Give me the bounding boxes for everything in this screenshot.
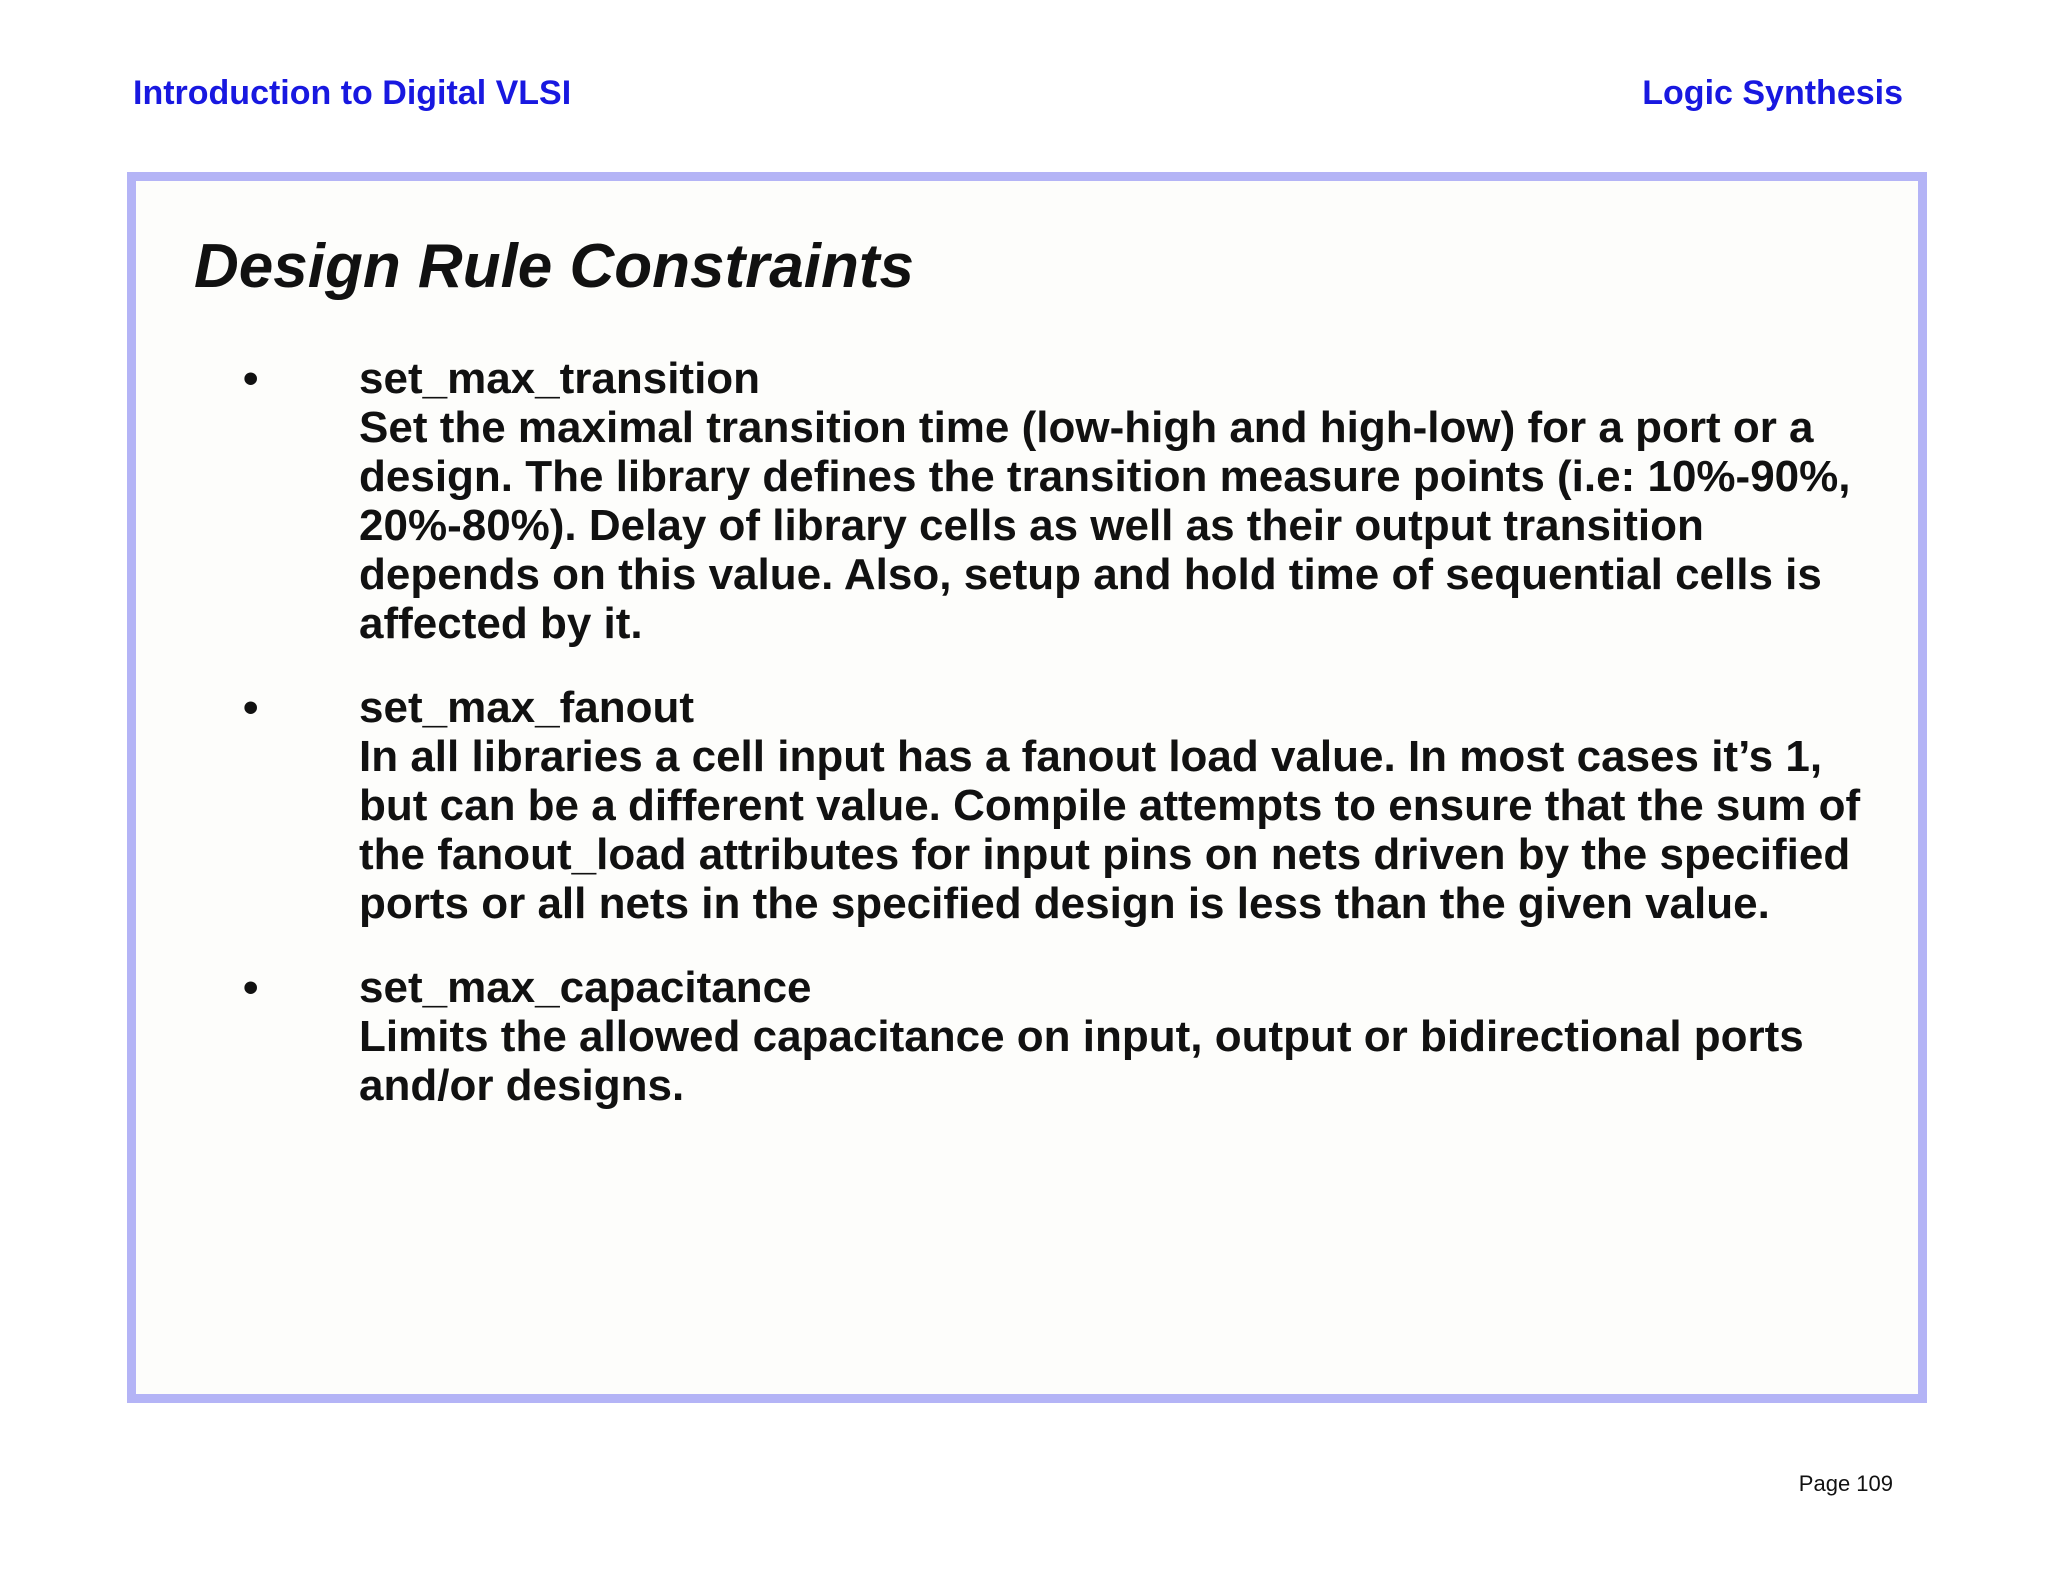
bullet-item-set-max-transition (243, 354, 1863, 648)
bullet-item-set-max-fanout (243, 683, 1863, 928)
bullet-list (243, 354, 1863, 1145)
page-number: Page 109 (1798, 1471, 1893, 1496)
bullet-command: set_max_capacitance (359, 963, 812, 1012)
section-title: Logic Synthesis (1642, 74, 1903, 112)
bullet-item-set-max-capacitance (243, 963, 1863, 1110)
bullet-description: Limits the allowed capacitance on input, output or bidirectional ports and/or designs. (359, 1012, 1804, 1110)
bullet-dot-icon: • (243, 963, 259, 1012)
bullet-description: In all libraries a cell input has a fanout load value. In most cases it’s 1, but can be a different value. Compile attempts to ensure that the sum of the fanout_load attributes for input pins on nets driven by the specified ports or all nets in the specified design is less than the given value. (359, 732, 1861, 928)
bullet-command: set_max_fanout (359, 683, 695, 732)
bullet-dot-icon: • (243, 683, 259, 732)
bullet-dot-icon: • (243, 354, 259, 403)
bullet-description: Set the maximal transition time (low-high and high-low) for a port or a design. The library defines the transition measure points (i.e: 10%-90%, 20%-80%). Delay of library cells as well as their output transition depends on this value. Also, setup and hold time of sequential cells is affected by it. (359, 403, 1851, 648)
course-title: Introduction to Digital VLSI (133, 74, 572, 112)
slide-frame (127, 172, 1927, 1403)
slide-title: Design Rule Constraints (194, 232, 914, 301)
bullet-command: set_max_transition (359, 354, 761, 403)
